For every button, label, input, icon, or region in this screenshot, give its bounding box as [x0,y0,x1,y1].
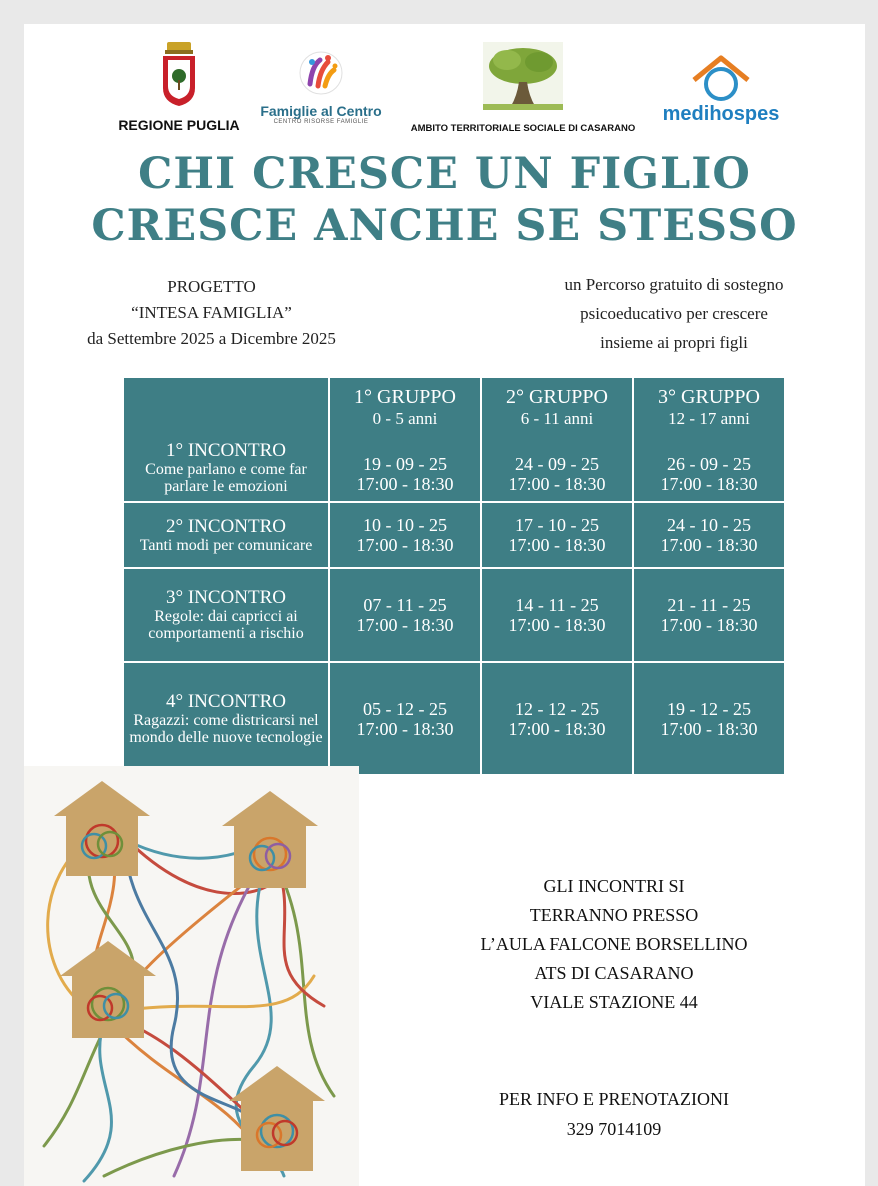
date-cell [329,662,481,774]
meeting-time: 17:00 - 18:30 [356,615,454,635]
contact-phone: 329 7014109 [566,1119,662,1139]
table-row [124,378,784,502]
date-cell [481,502,633,568]
meeting-date: 17 - 10 - 25 [515,515,599,535]
flyer-page [24,24,865,1186]
date-cell [329,568,481,662]
regione-puglia-label: REGIONE PUGLIA [118,117,240,133]
famiglie-al-centro-label: Famiglie al Centro [260,103,382,119]
date-cell [633,662,784,774]
project-line-3: da Settembre 2025 a Dicembre 2025 [87,329,336,348]
meeting-description: Regole: dai capricci ai comportamenti a rischio [148,608,304,642]
meeting-date: 10 - 10 - 25 [363,515,447,535]
meeting-time: 17:00 - 18:30 [660,718,758,739]
meeting-cell [124,568,329,662]
date-cell [329,378,481,502]
meeting-time: 17:00 - 18:30 [660,615,758,635]
meeting-date: 12 - 12 - 25 [515,698,599,719]
meeting-date: 21 - 11 - 25 [667,595,751,615]
main-title [24,24,865,264]
meeting-time: 17:00 - 18:30 [356,535,454,555]
project-line-2: “INTESA FAMIGLIA” [131,303,292,322]
tangled-houses-illustration [24,766,359,1186]
location-line-2: TERRANNO PRESSO [529,905,699,925]
date-cell [481,568,633,662]
location-block [414,872,814,1017]
meeting-date: 05 - 12 - 25 [363,698,447,719]
meeting-time: 17:00 - 18:30 [508,615,606,635]
date-cell [329,502,481,568]
meeting-title: 3° INCONTRO [165,587,286,608]
date-cell [633,378,784,502]
ambito-casarano-label: AMBITO TERRITORIALE SOCIALE DI CASARANO [410,123,636,134]
meeting-title: 2° INCONTRO [165,515,286,537]
meeting-cell [124,502,329,568]
table-row [124,502,784,568]
meeting-description: Come parlano e come far parlare le emozioni [145,461,307,495]
meeting-cell [124,378,329,502]
title-line-2: CRESCE ANCHE SE STESSO [91,201,798,251]
meeting-description: Tanti modi per comunicare [139,536,313,554]
group-age: 12 - 17 anni [668,408,750,428]
location-line-1: GLI INCONTRI SI [543,876,685,896]
meeting-date: 14 - 11 - 25 [515,595,599,615]
contact-block [414,1084,814,1144]
schedule-table [124,378,784,774]
famiglie-al-centro-subtitle: CENTRO RISORSE FAMIGLIE [273,119,369,125]
meeting-date: 07 - 11 - 25 [363,595,447,615]
meeting-title: 1° INCONTRO [165,440,286,461]
meeting-date: 26 - 09 - 25 [667,453,751,474]
meeting-date: 24 - 10 - 25 [667,515,751,535]
title-line-1: CHI CRESCE UN FIGLIO [138,149,751,199]
location-line-5: VIALE STAZIONE 44 [530,992,698,1012]
meeting-date: 19 - 12 - 25 [667,698,751,719]
table-row [124,568,784,662]
table-row [124,662,784,774]
location-line-4: ATS DI CASARANO [534,963,694,983]
group-age: 0 - 5 anni [372,408,438,428]
meeting-time: 17:00 - 18:30 [356,718,454,739]
meeting-cell [124,662,329,774]
meeting-description: Ragazzi: come districarsi nel mondo delle nuove tecnologie [129,711,323,746]
meeting-time: 17:00 - 18:30 [660,473,758,494]
description-block [494,270,854,357]
meeting-date: 24 - 09 - 25 [515,453,599,474]
medihospes-label: medihospes [662,103,780,125]
meeting-time: 17:00 - 18:30 [508,473,606,494]
meeting-time: 17:00 - 18:30 [508,535,606,555]
project-block [34,274,389,352]
group-name: 2° GRUPPO [506,385,608,408]
description-line-1: un Percorso gratuito di sostegno [564,275,784,294]
description-line-2: psicoeducativo per crescere [580,304,768,323]
group-age: 6 - 11 anni [520,408,594,428]
description-line-3: insieme ai propri figli [600,333,748,352]
contact-label: PER INFO E PRENOTAZIONI [498,1089,730,1109]
meeting-time: 17:00 - 18:30 [356,473,454,494]
date-cell [633,568,784,662]
group-name: 1° GRUPPO [354,385,456,408]
group-name: 3° GRUPPO [658,385,760,408]
meeting-time: 17:00 - 18:30 [508,718,606,739]
meeting-date: 19 - 09 - 25 [363,453,447,474]
location-line-3: L’AULA FALCONE BORSELLINO [480,934,748,954]
date-cell [633,502,784,568]
meeting-time: 17:00 - 18:30 [660,535,758,555]
date-cell [481,662,633,774]
meeting-title: 4° INCONTRO [165,690,286,712]
date-cell [481,378,633,502]
project-line-1: PROGETTO [167,277,256,296]
